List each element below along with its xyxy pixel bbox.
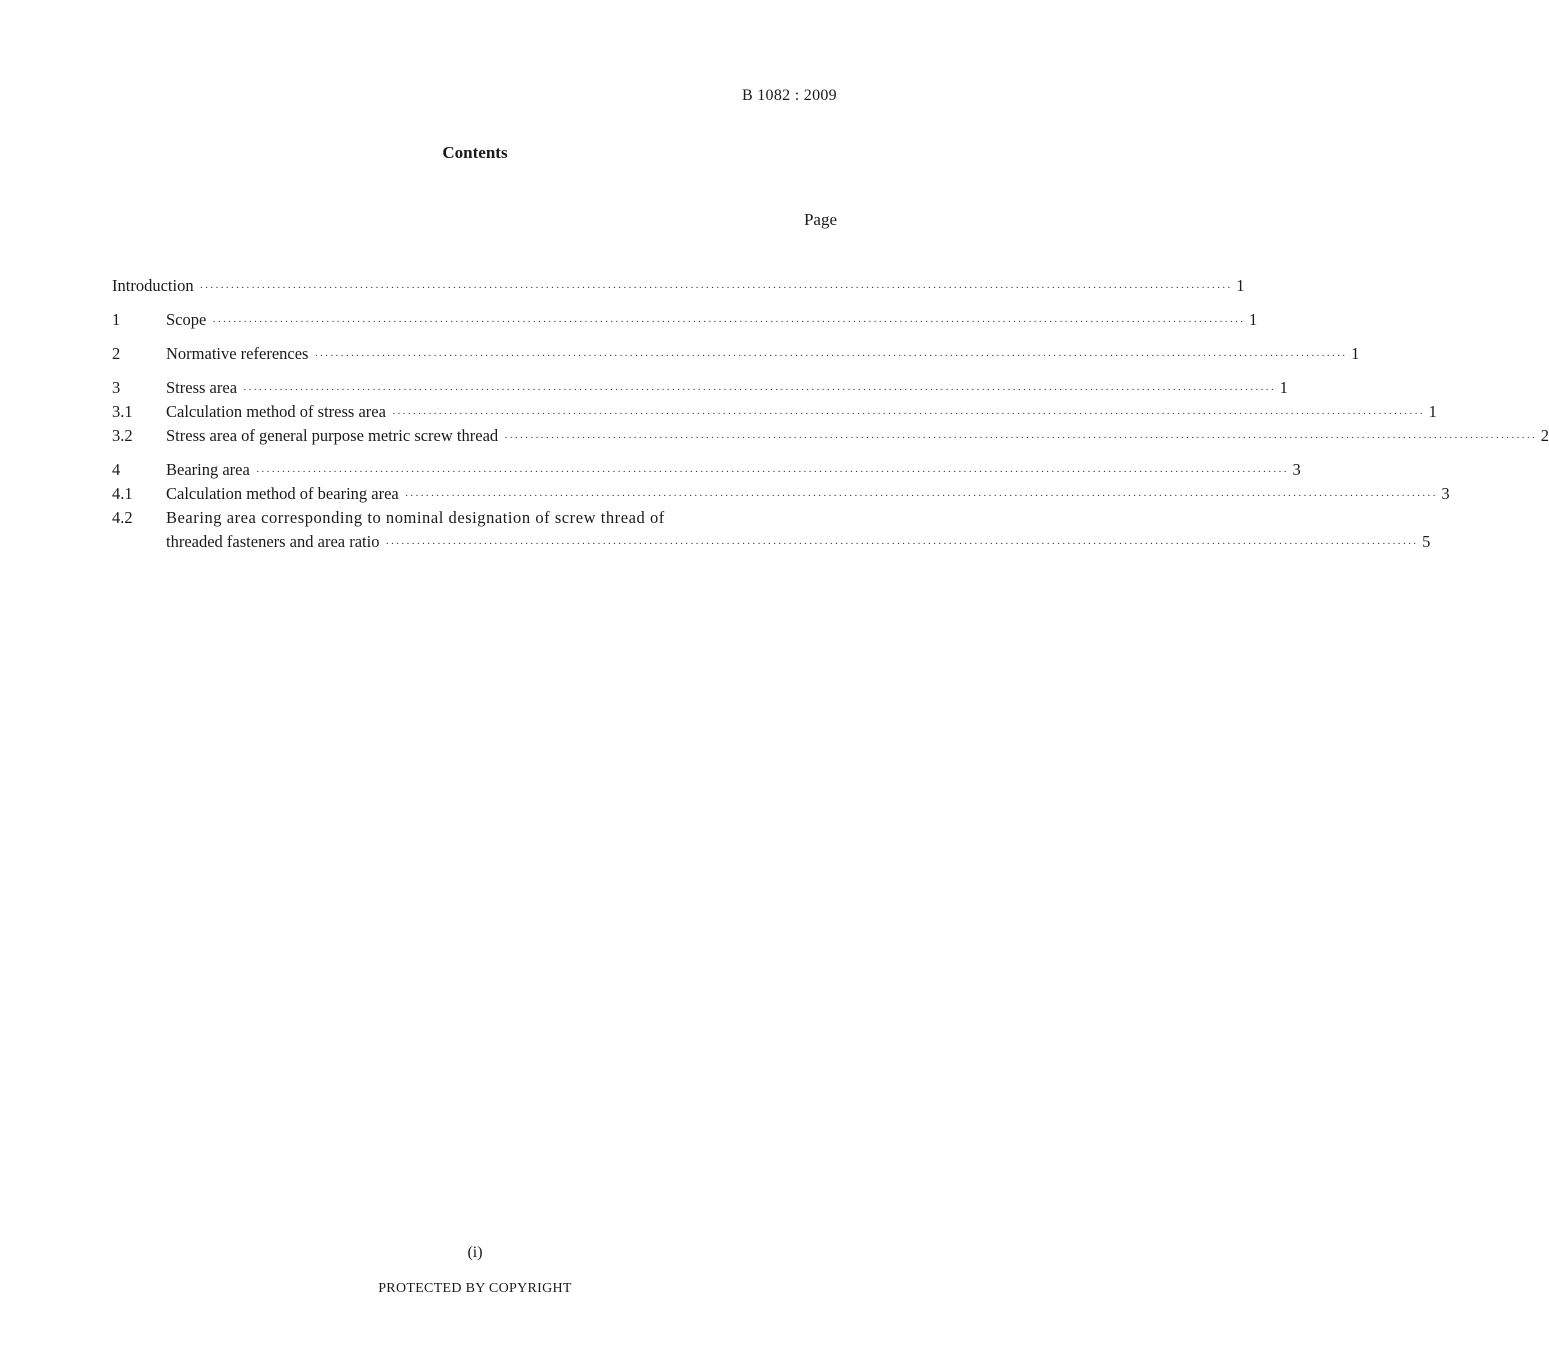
toc-page: 5 (1422, 532, 1431, 551)
toc-number: 3 (112, 378, 121, 397)
page-column-label: Page (803, 210, 837, 229)
toc-entry-scope[interactable] (112, 308, 1258, 332)
document-id: B 1082 : 2009 (741, 87, 837, 104)
toc-number: 2 (112, 344, 121, 363)
toc-label: Stress area of general purpose metric screw thread (166, 426, 499, 445)
toc-entry-stress-area[interactable] (112, 376, 1288, 400)
toc-entry-stress-area-metric[interactable] (112, 424, 1549, 448)
toc-page: 1 (1236, 276, 1245, 295)
leader-dots: ········································································································································································································ (212, 316, 1245, 328)
table-of-contents (112, 274, 1549, 554)
toc-label-continued: threaded fasteners and area ratio (166, 532, 380, 551)
toc-number: 4.1 (112, 484, 133, 503)
leader-dots: ········································································································································································································ (385, 538, 1419, 550)
toc-number: 4.2 (112, 508, 133, 527)
toc-number: 1 (112, 310, 121, 329)
toc-label: Stress area (166, 378, 238, 397)
toc-entry-calculation-bearing-area[interactable] (112, 482, 1450, 506)
leader-dots: ········································································································································································································ (255, 466, 1289, 478)
toc-label: Normative references (166, 344, 309, 363)
leader-dots: ········································································································································································································ (243, 384, 1276, 396)
toc-entry-calculation-stress-area[interactable] (112, 400, 1437, 424)
leader-dots: ········································································································································································································ (314, 350, 1348, 362)
copyright-notice: PROTECTED BY COPYRIGHT (378, 1281, 572, 1296)
toc-label: Calculation method of bearing area (166, 484, 399, 503)
leader-dots: ········································································································································································································ (404, 490, 1438, 502)
toc-label: Calculation method of stress area (166, 402, 386, 421)
page-folio: (i) (467, 1244, 483, 1261)
toc-number: 3.1 (112, 402, 133, 421)
toc-label: Introduction (112, 276, 194, 295)
toc-entry-bearing-area[interactable] (112, 458, 1301, 482)
toc-page: 1 (1428, 402, 1437, 421)
leader-dots: ········································································································································································································ (504, 432, 1537, 444)
toc-page: 2 (1540, 426, 1549, 445)
toc-page: 3 (1441, 484, 1450, 503)
toc-label: Bearing area corresponding to nominal designation of screw thread of (166, 508, 665, 527)
toc-page: 1 (1351, 344, 1360, 363)
toc-label: Scope (166, 310, 207, 329)
leader-dots: ········································································································································································································ (391, 408, 1425, 420)
page-title: Contents (442, 143, 508, 162)
toc-page: 1 (1279, 378, 1288, 397)
leader-dots: ········································································································································································································ (199, 282, 1233, 294)
toc-entry-bearing-area-nominal-cont[interactable] (112, 530, 1431, 554)
toc-entry-bearing-area-nominal[interactable] (112, 506, 819, 530)
toc-entry-introduction[interactable] (112, 274, 1245, 298)
toc-page: 1 (1248, 310, 1258, 329)
toc-number: 4 (112, 460, 121, 479)
toc-page: 3 (1292, 460, 1301, 479)
toc-label: Bearing area (166, 460, 250, 479)
toc-number: 3.2 (112, 426, 133, 445)
toc-entry-normative-references[interactable] (112, 342, 1360, 366)
